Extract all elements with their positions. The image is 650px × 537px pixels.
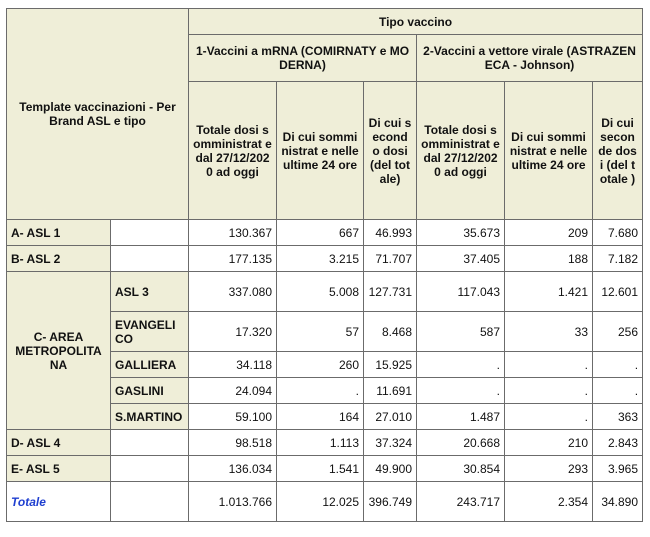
cell-value: . bbox=[417, 352, 505, 378]
cell-value: 33 bbox=[505, 312, 593, 352]
cell-value: 8.468 bbox=[364, 312, 417, 352]
cell-value: 243.717 bbox=[417, 482, 505, 522]
cell-value: 1.013.766 bbox=[189, 482, 277, 522]
row-sublabel bbox=[111, 456, 189, 482]
group-label-area-metropolitana: C- AREA METROPOLITANA bbox=[7, 272, 111, 430]
cell-value: 57 bbox=[277, 312, 364, 352]
cell-value: 59.100 bbox=[189, 404, 277, 430]
cell-value: 7.680 bbox=[593, 220, 643, 246]
cell-value: 15.925 bbox=[364, 352, 417, 378]
cell-value: 98.518 bbox=[189, 430, 277, 456]
cell-value: 587 bbox=[417, 312, 505, 352]
cell-value: . bbox=[505, 352, 593, 378]
col-header-vector-second: Di cui secon de dosi (del totale ) bbox=[593, 82, 643, 220]
row-sublabel: ASL 3 bbox=[111, 272, 189, 312]
row-label: B- ASL 2 bbox=[7, 246, 111, 272]
cell-value: 256 bbox=[593, 312, 643, 352]
cell-value: 1.487 bbox=[417, 404, 505, 430]
table-row bbox=[7, 220, 643, 246]
cell-value: 2.843 bbox=[593, 430, 643, 456]
cell-value: . bbox=[593, 378, 643, 404]
corner-label: Template vaccinazioni - Per Brand ASL e tipo bbox=[7, 9, 189, 220]
row-label: D- ASL 4 bbox=[7, 430, 111, 456]
row-sublabel: EVANGELICO bbox=[111, 312, 189, 352]
table-row bbox=[7, 456, 643, 482]
cell-value: 37.405 bbox=[417, 246, 505, 272]
cell-value: . bbox=[505, 378, 593, 404]
cell-value: 209 bbox=[505, 220, 593, 246]
cell-value: 337.080 bbox=[189, 272, 277, 312]
cell-value: 3.965 bbox=[593, 456, 643, 482]
cell-value: 34.890 bbox=[593, 482, 643, 522]
col-header-vector-total: Totale dosi somministrat e dal 27/12/2020 ad oggi bbox=[417, 82, 505, 220]
cell-value: 71.707 bbox=[364, 246, 417, 272]
cell-value: 210 bbox=[505, 430, 593, 456]
cell-value: 35.673 bbox=[417, 220, 505, 246]
col-header-mrna-second: Di cui second o dosi (del totale) bbox=[364, 82, 417, 220]
cell-value: 17.320 bbox=[189, 312, 277, 352]
cell-value: 396.749 bbox=[364, 482, 417, 522]
cell-value: 49.900 bbox=[364, 456, 417, 482]
cell-value: . bbox=[277, 378, 364, 404]
col-header-mrna-24h: Di cui somministrat e nelle ultime 24 ore bbox=[277, 82, 364, 220]
table-row bbox=[7, 272, 643, 312]
cell-value: 136.034 bbox=[189, 456, 277, 482]
cell-value: 130.367 bbox=[189, 220, 277, 246]
cell-value: 1.541 bbox=[277, 456, 364, 482]
cell-value: 34.118 bbox=[189, 352, 277, 378]
cell-value: 188 bbox=[505, 246, 593, 272]
col-header-vector-24h: Di cui somministrat e nelle ultime 24 ore bbox=[505, 82, 593, 220]
cell-value: 37.324 bbox=[364, 430, 417, 456]
row-sublabel bbox=[111, 482, 189, 522]
row-sublabel: S.MARTINO bbox=[111, 404, 189, 430]
cell-value: 2.354 bbox=[505, 482, 593, 522]
row-sublabel: GASLINI bbox=[111, 378, 189, 404]
cell-value: . bbox=[505, 404, 593, 430]
cell-value: 667 bbox=[277, 220, 364, 246]
cell-value: . bbox=[417, 378, 505, 404]
cell-value: 1.421 bbox=[505, 272, 593, 312]
row-label: E- ASL 5 bbox=[7, 456, 111, 482]
table-row bbox=[7, 246, 643, 272]
cell-value: 7.182 bbox=[593, 246, 643, 272]
cell-value: 24.094 bbox=[189, 378, 277, 404]
table-row bbox=[7, 430, 643, 456]
cell-value: 12.601 bbox=[593, 272, 643, 312]
cell-value: 12.025 bbox=[277, 482, 364, 522]
cell-value: 177.135 bbox=[189, 246, 277, 272]
row-sublabel bbox=[111, 246, 189, 272]
group-header-mrna: 1-Vaccini a mRNA (COMIRNATY e MODERNA) bbox=[189, 35, 417, 82]
cell-value: 30.854 bbox=[417, 456, 505, 482]
col-header-mrna-total: Totale dosi somministrat e dal 27/12/2020 ad oggi bbox=[189, 82, 277, 220]
group-header-viral-vector: 2-Vaccini a vettore virale (ASTRAZENECA - Johnson) bbox=[417, 35, 643, 82]
total-label: Totale bbox=[7, 482, 111, 522]
table-row-total bbox=[7, 482, 643, 522]
row-label: A- ASL 1 bbox=[7, 220, 111, 246]
cell-value: 260 bbox=[277, 352, 364, 378]
cell-value: 117.043 bbox=[417, 272, 505, 312]
cell-value: 3.215 bbox=[277, 246, 364, 272]
cell-value: 11.691 bbox=[364, 378, 417, 404]
cell-value: 20.668 bbox=[417, 430, 505, 456]
cell-value: 127.731 bbox=[364, 272, 417, 312]
cell-value: 363 bbox=[593, 404, 643, 430]
cell-value: 5.008 bbox=[277, 272, 364, 312]
row-sublabel: GALLIERA bbox=[111, 352, 189, 378]
vaccination-table bbox=[6, 8, 643, 522]
cell-value: 46.993 bbox=[364, 220, 417, 246]
cell-value: 27.010 bbox=[364, 404, 417, 430]
cell-value: 293 bbox=[505, 456, 593, 482]
vaccine-type-header: Tipo vaccino bbox=[189, 9, 643, 35]
cell-value: . bbox=[593, 352, 643, 378]
cell-value: 164 bbox=[277, 404, 364, 430]
cell-value: 1.113 bbox=[277, 430, 364, 456]
row-sublabel bbox=[111, 430, 189, 456]
row-sublabel bbox=[111, 220, 189, 246]
